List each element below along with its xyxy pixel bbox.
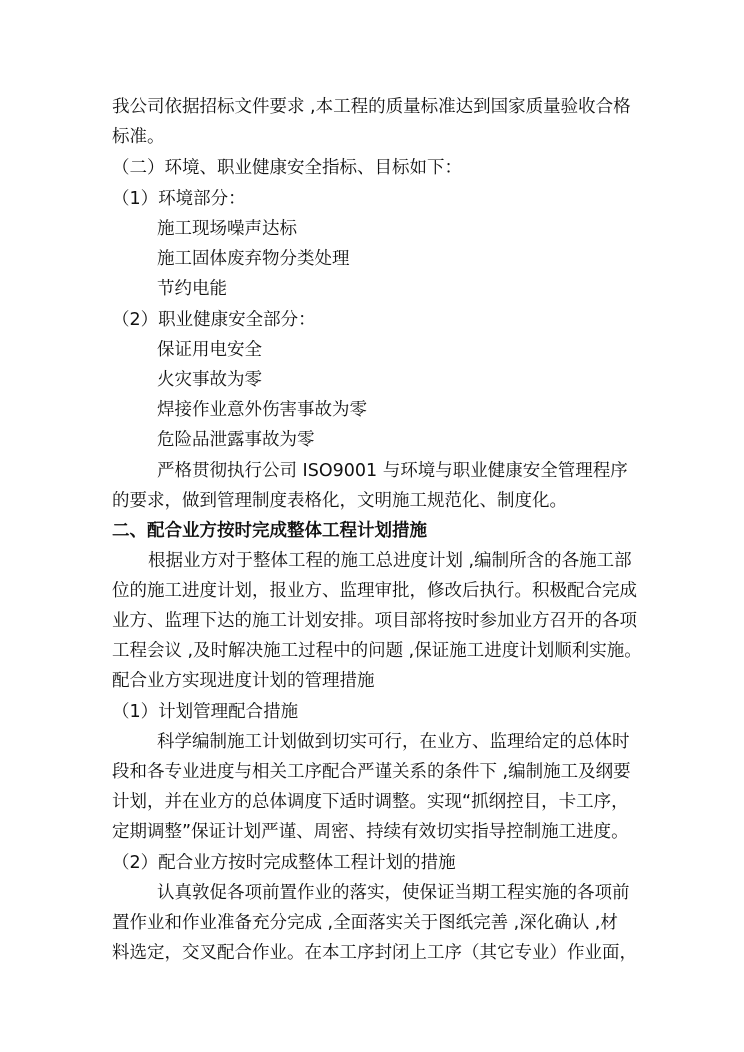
paragraph-line: 认真敦促各项前置作业的落实，使保证当期工程实施的各项前 <box>157 883 630 903</box>
list-item: 施工现场噪声达标 <box>157 219 297 239</box>
paragraph-line: 配合业方实现进度计划的管理措施 <box>112 671 375 691</box>
paragraph-line: 业方、监理下达的施工计划安排。项目部将按时参加业方召开的各项 <box>112 611 637 631</box>
paragraph-line: 根据业方对于整体工程的施工总进度计划 ,编制所含的各施工部 <box>148 551 632 571</box>
list-item: 火灾事故为零 <box>157 370 262 390</box>
list-heading: （1）环境部分： <box>112 189 246 209</box>
paragraph-line: 段和各专业进度与相关工序配合严谨关系的条件下 ,编制施工及纲要 <box>112 762 631 782</box>
paragraph-line: 料选定，交叉配合作业。在本工序封闭上工序（其它专业）作业面， <box>112 943 637 963</box>
subsection-heading: （二）环境、职业健康安全指标、目标如下： <box>112 158 462 178</box>
paragraph-line: 位的施工进度计划，报业方、监理审批，修改后执行。积极配合完成 <box>112 581 637 601</box>
measure-heading: （2）配合业方按时完成整体工程计划的措施 <box>112 853 456 873</box>
paragraph-line: 置作业和作业准备充分完成 ,全面落实关于图纸完善 ,深化确认 ,材 <box>112 913 618 933</box>
measure-heading: （1）计划管理配合措施 <box>112 702 299 722</box>
list-item: 保证用电安全 <box>157 340 262 360</box>
list-item: 节约电能 <box>157 279 227 299</box>
list-heading: （2）职业健康安全部分： <box>112 310 316 330</box>
list-item: 危险品泄露事故为零 <box>157 430 315 450</box>
paragraph-line: 工程会议 ,及时解决施工过程中的问题 ,保证施工进度计划顺利实施。 <box>112 641 642 661</box>
list-item: 焊接作业意外伤害事故为零 <box>157 400 367 420</box>
paragraph-line: 的要求，做到管理制度表格化，文明施工规范化、制度化。 <box>112 491 567 511</box>
list-item: 施工固体废弃物分类处理 <box>157 249 350 269</box>
paragraph-line: 严格贯彻执行公司 ISO9001 与环境与职业健康安全管理程序 <box>157 461 628 481</box>
section-heading: 二、配合业方按时完成整体工程计划措施 <box>112 521 427 541</box>
paragraph-line: 定期调整”保证计划严谨、周密、持续有效切实指导控制施工进度。 <box>112 822 629 842</box>
paragraph-line: 计划，并在业方的总体调度下适时调整。实现“抓纲控目，卡工序， <box>112 792 629 812</box>
paragraph-line: 我公司依据招标文件要求 ,本工程的质量标准达到国家质量验收合格 <box>112 97 631 117</box>
paragraph-line: 标准。 <box>112 127 165 147</box>
paragraph-line: 科学编制施工计划做到切实可行，在业方、监理给定的总体时 <box>157 732 630 752</box>
